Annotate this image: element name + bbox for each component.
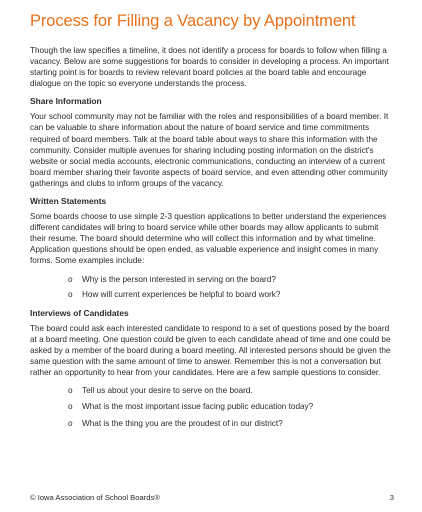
bullet-icon: o [68,418,73,428]
section-heading-written-statements: Written Statements [30,196,107,207]
section-heading-share-information: Share Information [30,96,102,107]
section-heading-interviews: Interviews of Candidates [30,307,129,318]
list-item [30,274,394,285]
page-number: 3 [389,493,394,502]
interview-questions-list [30,385,394,429]
list-item-text: What is the most important issue facing public education today? [82,402,314,412]
page-title: Process for Filling a Vacancy by Appointment [30,12,356,30]
list-item [30,289,394,300]
list-item-text: Tell us about your desire to serve on the board. [82,385,253,395]
document-page [30,12,394,437]
list-item-text: How will current experiences be helpful to board work? [82,289,281,299]
intro-paragraph: Though the law specifies a timeline, it does not identify a process for boards to follow when filling a vacancy. Below are some suggestions for boards to consider in developing a process. An important starting point is for boards to review relevant board policies at the board table and encourage dialogue on the topic so everyone understands the process. [30,46,389,89]
page-footer [30,493,394,502]
bullet-icon: o [68,402,73,412]
bullet-icon: o [68,289,73,299]
list-item [30,418,394,429]
list-item-text: Why is the person interested in serving on the board? [82,274,276,284]
bullet-icon: o [68,274,73,284]
written-statements-list [30,274,394,300]
list-item [30,385,394,396]
list-item [30,401,394,412]
interviews-paragraph: The board could ask each interested candidate to respond to a set of questions posed by the board at a board meeting. One question could be given to each candidate ahead of time and one could be asked by a member of the board during a board meeting. All interested persons should be given the same question with the same amount of time to answer. Remember this is not a conversation but rather an opportunity to hear from your candidates. Here are a few sample questions to consider. [30,323,391,377]
list-item-text: What is the thing you are the proudest of in our district? [82,418,283,428]
written-statements-paragraph: Some boards choose to use simple 2-3 question applications to better understand the experiences different candidates will bring to board service while other boards may allow applicants to submit their resume. The board should determine who will collect this information and by what timeline. Application questions should be open ended, as valuable experience and insight comes in many forms. Some examples include: [30,212,387,266]
copyright-notice: © Iowa Association of School Boards® [30,493,160,502]
share-information-paragraph: Your school community may not be familiar with the roles and responsibilities of a board member. It can be valuable to share information about the nature of board service and time commitments required of board members. Talk at the board table about ways to share this information with the community. Consider multiple avenues for sharing including posting information on the district's website or social media accounts, electronic communications, conducting an interview of a current board member sharing their favorite aspects of board service, and even attending other community gatherings and clubs to inform groups of the vacancy. [30,112,389,188]
bullet-icon: o [68,385,73,395]
